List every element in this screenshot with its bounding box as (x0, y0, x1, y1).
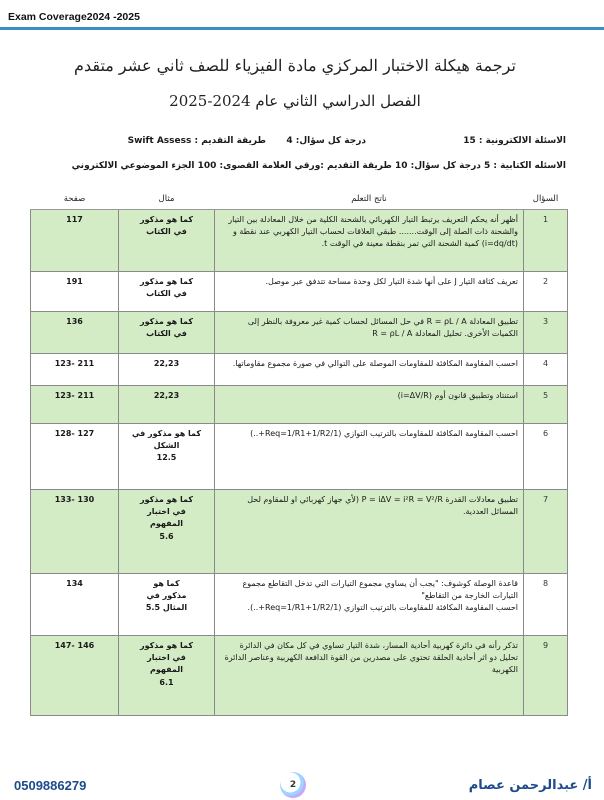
page-ref: 123- 211 (31, 353, 119, 385)
page-ref: 134 (31, 573, 119, 635)
question-number: 9 (524, 635, 568, 715)
header-page: صفحة (31, 189, 119, 209)
example-ref: كما هو مذكور في المثال 5.5 (119, 573, 215, 635)
learning-outcome: تطبيق معادلات القدرة P = iΔV = i²R = V²/R (لأي جهاز كهربائي او للمقاوم لحل المسائل العددية. (215, 489, 524, 573)
example-ref: كما هو مذكور في اختبار المفهوم 6.1 (119, 635, 215, 715)
page-ref: 136 (31, 311, 119, 353)
table-row (31, 489, 568, 573)
written-questions-info: الاسئله الكتابية : 5 درجة كل سؤال: 10 طريقة التقديم :ورقي العلامة القصوى: 100 الجزء الموضوعي الالكتروني (71, 161, 566, 171)
learning-outcome: احسب المقاومة المكافئة للمقاومات بالترتيب التوازي (1/Req=1/R1+1/R2+..) (215, 423, 524, 489)
example-ref: كما هو مذكور في الكتاب (119, 311, 215, 353)
example-ref: كما هو مذكور في الكتاب (119, 209, 215, 271)
document-title: ترجمة هيكلة الاختبار المركزي مادة الفيزياء للصف ثاني عشر متقدم (74, 56, 516, 75)
example-ref: كما هو مذكور في الشكل 12.5 (119, 423, 215, 489)
electronic-questions-count: الاسئلة الالكترونية : 15 (463, 136, 566, 146)
table-row (31, 635, 568, 715)
learning-outcome: أظهر أنه يحكم التعريف يرتبط التيار الكهربائي بالشحنة الكلية من خلال المعادلة بين التيار والشحنة ذات الصلة إلى الوقت....... طبقي العلاقات لحساب التيار الكهربي عند نقطة و (i=dq/dt) كمية الشحنة التي تمر بنقطة معينة في الوقت t. (215, 209, 524, 271)
top-header-bar (0, 0, 604, 34)
page-ref: 191 (31, 271, 119, 311)
page-ref: 117 (31, 209, 119, 271)
header-objective: ناتج التعلم (215, 189, 524, 209)
learning-outcome: قاعدة الوصلة كوشوف: "يجب أن يساوي مجموع التيارات التي تدخل التقاطع مجموع التيارات الخارجة من التقاطع" احسب المقاومة المكافئة للمقاومات بالترتيب التوازي (1/Req=1/R1+1/R2+..). (215, 573, 524, 635)
table-header-row (31, 189, 568, 209)
teacher-phone: 0509886279 (14, 778, 87, 793)
page-ref: 128- 127 (31, 423, 119, 489)
document-subtitle: الفصل الدراسي الثاني عام 2024-2025 (169, 92, 421, 110)
question-number: 1 (524, 209, 568, 271)
table-row (31, 573, 568, 635)
table-row (31, 209, 568, 271)
learning-outcome: تذكر رأنه في دائرة كهربية أحادية المسار، شدة التيار تساوي في كل مكان في الدائرة تحليل دو اثر أحادية الحلقة تحتوي على مصدرين من القوة الدافعة الكهربية وعناصر الدائرة الكهربية (215, 635, 524, 715)
question-number: 7 (524, 489, 568, 573)
header-question: السؤال (524, 189, 568, 209)
question-number: 3 (524, 311, 568, 353)
teacher-name: أ/ عبدالرحمن عصام (468, 778, 592, 793)
learning-outcome: احسب المقاومة المكافئة للمقاومات الموصلة على التوالي في صورة مجموع مقاوماتها. (215, 353, 524, 385)
learning-outcome: تعريف كثافة التيار J على أنها شدة التيار لكل وحدة مساحة تتدفق عبر موصل. (215, 271, 524, 311)
exam-coverage-label: Exam Coverage2024 -2025 (8, 11, 140, 23)
question-number: 2 (524, 271, 568, 311)
question-number: 6 (524, 423, 568, 489)
table-row (31, 311, 568, 353)
table-row (31, 385, 568, 423)
question-number: 8 (524, 573, 568, 635)
mark-per-question: درجة كل سؤال: 4 (286, 136, 366, 146)
exam-info-row (46, 136, 566, 152)
page-ref: 147- 146 (31, 635, 119, 715)
header-divider (0, 27, 604, 30)
example-ref: كما هو مذكور في اختبار المفهوم 5.6 (119, 489, 215, 573)
table-row (31, 271, 568, 311)
header-example: مثال (119, 189, 215, 209)
question-number: 4 (524, 353, 568, 385)
page-number: 2 (289, 780, 297, 790)
example-ref: 22,23 (119, 353, 215, 385)
page-ref: 133- 130 (31, 489, 119, 573)
page-number-badge (280, 772, 306, 798)
delivery-method: طريقة التقديم : Swift Assess (127, 136, 266, 146)
table-row (31, 423, 568, 489)
table-row (31, 353, 568, 385)
page-ref: 123- 211 (31, 385, 119, 423)
question-number: 5 (524, 385, 568, 423)
example-ref: 22,23 (119, 385, 215, 423)
coverage-table (30, 189, 568, 716)
learning-outcome: استنتاد وتطبيق قانون أوم (i=ΔV/R) (215, 385, 524, 423)
learning-outcome: تطبيق المعادلة R = ρL / A في حل المسائل لحساب كمية غير معروفة بالنظر إلى الكميات الأخرى. تحليل المعادلة R = ρL / A (215, 311, 524, 353)
example-ref: كما هو مذكور في الكتاب (119, 271, 215, 311)
